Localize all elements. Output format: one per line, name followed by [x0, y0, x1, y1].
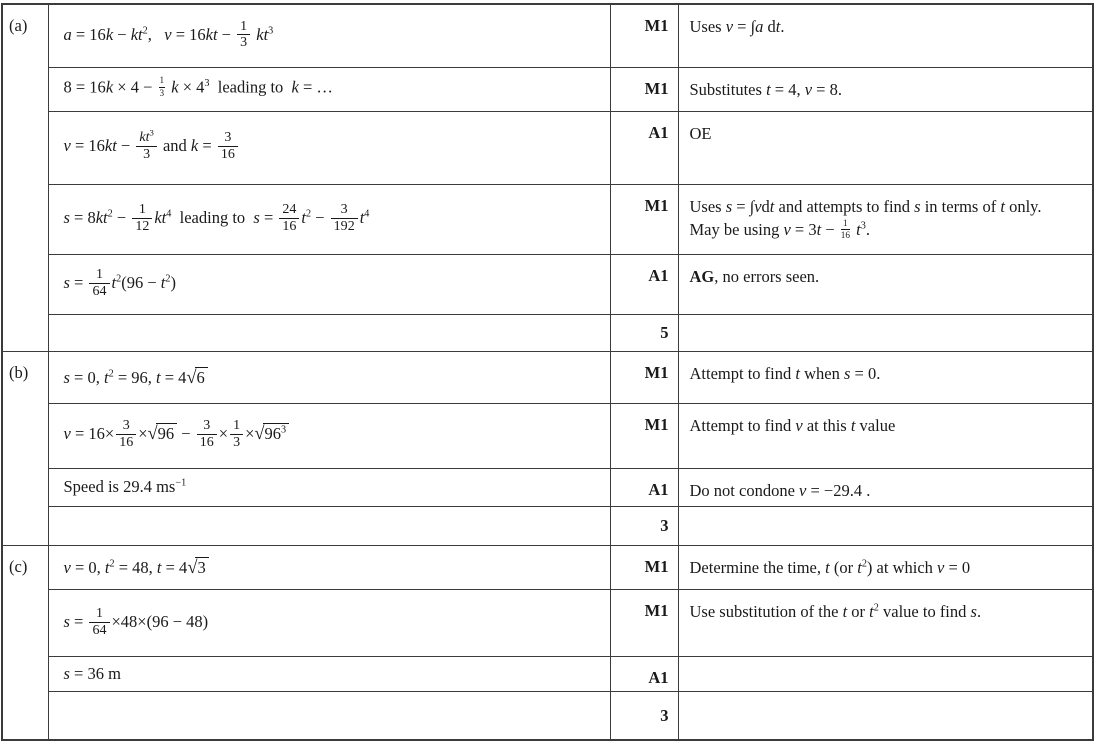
working-cell: s = 0, $t^2 = 96$, t = 4√6	[48, 351, 610, 403]
table-row	[2, 403, 1093, 468]
radical: √6	[186, 367, 207, 388]
table-row	[2, 692, 1093, 740]
table-row	[2, 590, 1093, 657]
comment-cell: Substitutes t = 4, v = 8.	[678, 67, 1093, 111]
comment-cell	[678, 507, 1093, 546]
fraction: $\frac{3}{16}$	[197, 418, 217, 450]
working-cell: 8 = 16k × 4 − $\frac{1}{3}$ $k \times 4^3$ leading to k = …	[48, 67, 610, 111]
working-cell: s = 36 m	[48, 657, 610, 692]
mark-cell: A1	[610, 657, 678, 692]
working-cell: s = $\frac{1}{64}$ $t^2(96 - t^2)$	[48, 254, 610, 314]
mark-cell: M1	[610, 590, 678, 657]
comment-cell: Do not condone v = −29.4 .	[678, 468, 1093, 507]
table-row	[2, 67, 1093, 111]
total-marks-cell: 3	[610, 507, 678, 546]
working-cell	[48, 507, 610, 546]
radical: √3	[187, 557, 208, 578]
mark-cell: M1	[610, 546, 678, 590]
small-fraction: $\frac{1}{16}$	[840, 218, 850, 241]
table-row	[2, 184, 1093, 254]
mark-cell: M1	[610, 403, 678, 468]
small-fraction: $\frac{1}{3}$	[159, 75, 165, 98]
fraction: $\frac{1}{64}$	[89, 606, 109, 638]
working-cell: Speed is 29.4 $ms^{-1}$	[48, 468, 610, 507]
part-label-c: (c)	[2, 546, 48, 740]
working-cell: s = $\frac{1}{64}$ ×48×(96 − 48)	[48, 590, 610, 657]
total-marks-cell: 3	[610, 692, 678, 740]
fraction: $\frac{1}{64}$	[89, 267, 109, 299]
mark-cell: M1	[610, 4, 678, 67]
total-marks-cell: 5	[610, 314, 678, 351]
working-cell	[48, 314, 610, 351]
part-label-b: (b)	[2, 351, 48, 546]
fraction: $\frac{3}{192}$	[331, 202, 358, 234]
mark-cell: A1	[610, 468, 678, 507]
part-label-a: (a)	[2, 4, 48, 351]
fraction: $\frac{1}{3}$	[230, 418, 243, 450]
comment-cell	[678, 692, 1093, 740]
working-cell: v = 0, $t^2 = 48$, t = 4√3	[48, 546, 610, 590]
table-row	[2, 657, 1093, 692]
mark-cell: M1	[610, 351, 678, 403]
table-row	[2, 468, 1093, 507]
fraction: $\frac{1}{12}$	[132, 202, 152, 234]
mark-cell: A1	[610, 111, 678, 184]
table-row	[2, 111, 1093, 184]
fraction: $\frac{kt^3}{3}$	[136, 130, 156, 162]
mark-cell: M1	[610, 67, 678, 111]
table-row	[2, 314, 1093, 351]
comment-cell	[678, 657, 1093, 692]
radical: √96	[148, 423, 178, 444]
table-row	[2, 4, 1093, 67]
comment-cell: Determine the time, t (or $t^2$) at which v = 0	[678, 546, 1093, 590]
working-cell	[48, 692, 610, 740]
table-row	[2, 351, 1093, 403]
working-cell: $s = 8kt^2$ − $\frac{1}{12}$ $kt^4$ leading to s = $\frac{24}{16}$ $t^2$ − $\frac{3}{192}$ $t^4$	[48, 184, 610, 254]
comment-cell: Use substitution of the t or $t^2$ value to find s.	[678, 590, 1093, 657]
working-cell: v = 16kt − $\frac{kt^3}{3}$ and k = $\frac{3}{16}$	[48, 111, 610, 184]
radical: $√96^3$	[254, 423, 289, 444]
mark-cell: A1	[610, 254, 678, 314]
comment-cell: OE	[678, 111, 1093, 184]
fraction: $\frac{1}{3}$	[237, 19, 250, 51]
table-row	[2, 507, 1093, 546]
table-row	[2, 546, 1093, 590]
comment-cell: Attempt to find t when s = 0.	[678, 351, 1093, 403]
working-cell: $a = 16k - kt^2$, v = 16kt − $\frac{1}{3}$ $kt^3$	[48, 4, 610, 67]
comment-cell: Uses v = ∫a dt.	[678, 4, 1093, 67]
mark-scheme-table	[1, 3, 1094, 741]
comment-cell: Uses s = ∫vdt and attempts to find s in terms of t only. May be using v = 3t − $\frac{1}{16}$ $t^3$.	[678, 184, 1093, 254]
mark-cell: M1	[610, 184, 678, 254]
comment-cell: Attempt to find v at this t value	[678, 403, 1093, 468]
mark-scheme-rows	[2, 4, 1093, 740]
comment-cell: AG, no errors seen.	[678, 254, 1093, 314]
table-row	[2, 254, 1093, 314]
comment-cell	[678, 314, 1093, 351]
fraction: $\frac{3}{16}$	[218, 130, 238, 162]
fraction: $\frac{3}{16}$	[116, 418, 136, 450]
working-cell: v = 16× $\frac{3}{16}$ ×√96 − $\frac{3}{16}$ × $\frac{1}{3}$ $\times√96^3$	[48, 403, 610, 468]
fraction: $\frac{24}{16}$	[279, 202, 299, 234]
